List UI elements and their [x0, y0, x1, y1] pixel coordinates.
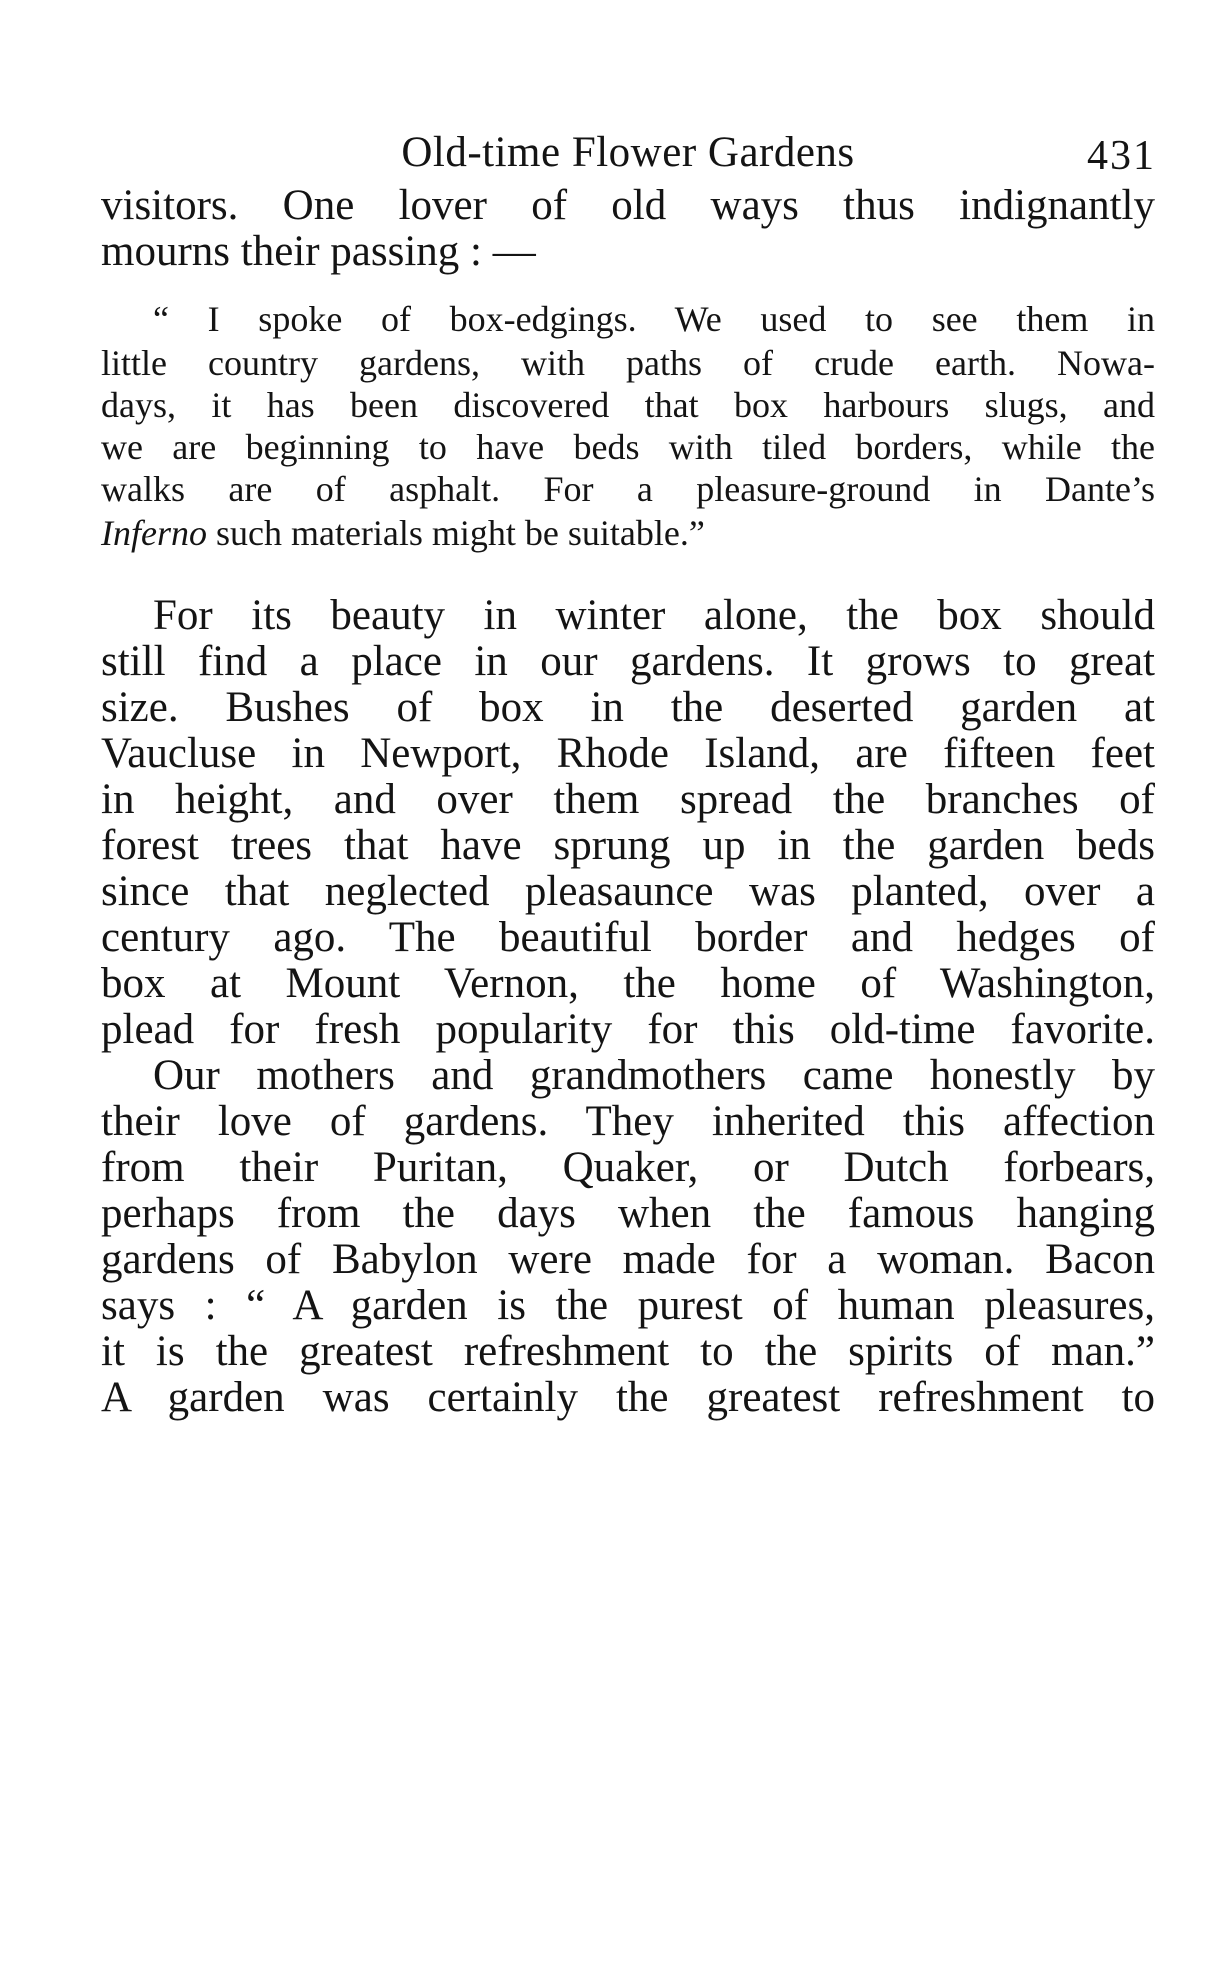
quote-line: walks are of asphalt. For a pleasure-ground in Dante’s	[101, 469, 1155, 509]
text-line: gardens of Babylon were made for a woman. Bacon	[101, 1236, 1155, 1283]
text-line: Our mothers and grandmothers came honestly by	[153, 1052, 1155, 1099]
text-line: their love of gardens. They inherited this affection	[101, 1098, 1155, 1145]
quote-line: “ I spoke of box-edgings. We used to see them in	[153, 299, 1155, 339]
text-line: mourns their passing : —	[101, 228, 536, 275]
quote-line: we are beginning to have beds with tiled borders, while the	[101, 427, 1155, 467]
text-line: visitors. One lover of old ways thus indignantly	[101, 182, 1155, 229]
text-line: from their Puritan, Quaker, or Dutch forbears,	[101, 1144, 1155, 1191]
quote-text: such materials might be suitable.”	[206, 513, 705, 553]
text-line: it is the greatest refreshment to the spirits of man.”	[101, 1328, 1155, 1375]
quote-line: little country gardens, with paths of crude earth. Nowa-	[101, 343, 1155, 383]
quote-line: days, it has been discovered that box harbours slugs, and	[101, 385, 1155, 425]
text-line: box at Mount Vernon, the home of Washington,	[101, 960, 1155, 1007]
text-line: in height, and over them spread the branches of	[101, 776, 1155, 823]
book-title: Inferno	[101, 513, 207, 553]
text-line: Vaucluse in Newport, Rhode Island, are fifteen feet	[101, 730, 1155, 777]
quote-line	[101, 507, 1155, 560]
text-line: perhaps from the days when the famous hanging	[101, 1190, 1155, 1237]
text-line: says : “ A garden is the purest of human pleasures,	[101, 1282, 1155, 1329]
text-line: A garden was certainly the greatest refreshment to	[101, 1374, 1155, 1421]
text-line: plead for fresh popularity for this old-time favorite.	[101, 1006, 1155, 1053]
text-line: since that neglected pleasaunce was planted, over a	[101, 868, 1155, 915]
page-number: 431	[1087, 133, 1156, 179]
text-line: size. Bushes of box in the deserted garden at	[101, 684, 1155, 731]
running-title: Old-time Flower Gardens	[401, 129, 855, 176]
text-line: still find a place in our gardens. It grows to great	[101, 638, 1155, 685]
text-line: century ago. The beautiful border and hedges of	[101, 914, 1155, 961]
text-line: For its beauty in winter alone, the box should	[153, 592, 1155, 639]
text-line: forest trees that have sprung up in the garden beds	[101, 822, 1155, 869]
